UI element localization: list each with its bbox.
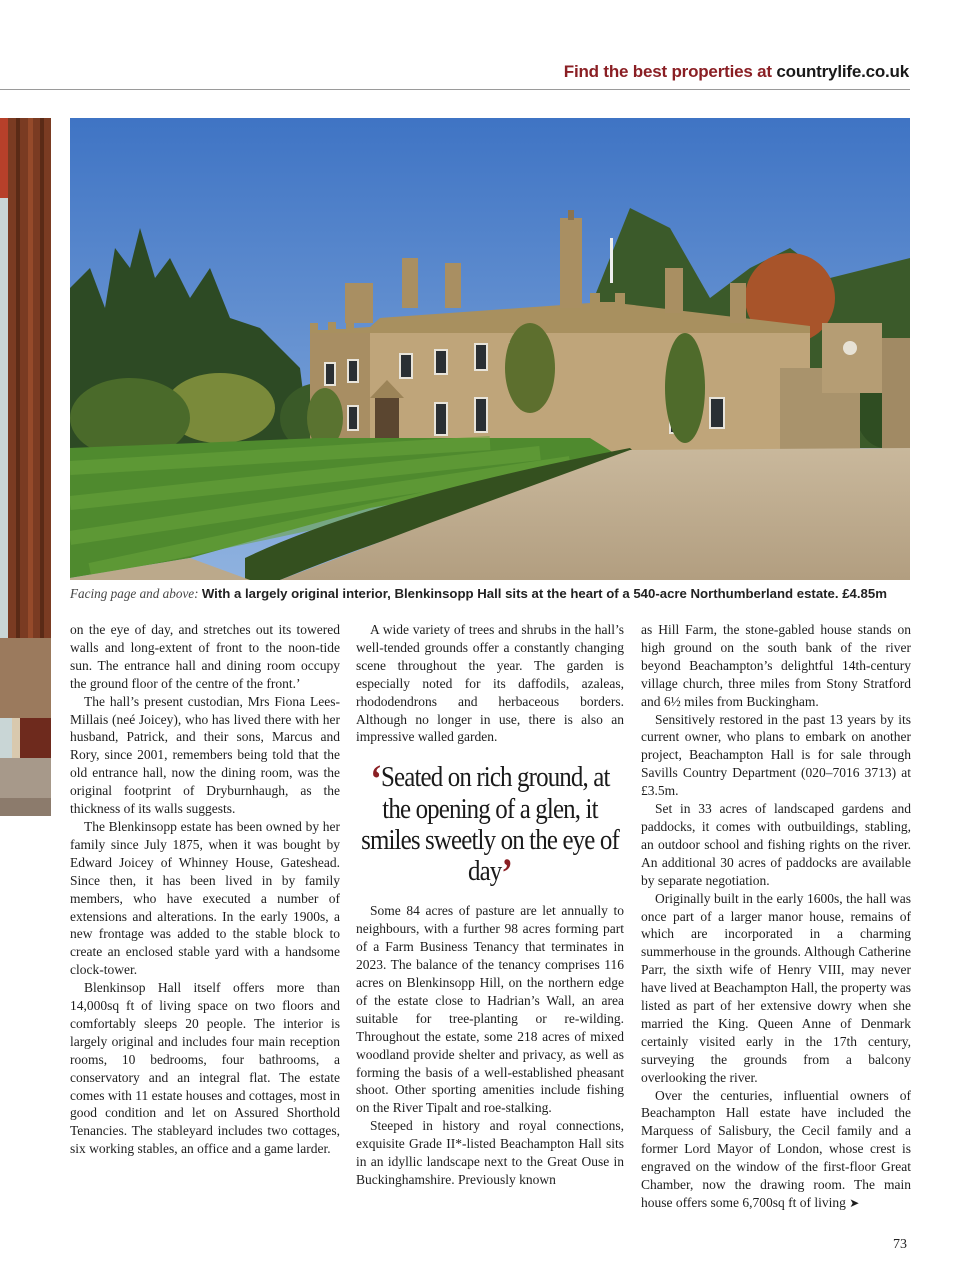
article-column-1 xyxy=(70,621,340,1158)
pull-quote-text: Seated on rich ground, at the opening of a glen, it smiles sweetly on the eye of day xyxy=(361,761,619,888)
open-quote-mark: ‘ xyxy=(370,756,382,802)
paragraph: on the eye of day, and stretches out its towered walls and long-extent of front to the noon-tide sun. The entrance hall and dining room occupy the ground floor of the centre of the front.’ xyxy=(70,622,340,691)
header-divider xyxy=(0,89,910,90)
paragraph-last xyxy=(641,1087,911,1213)
paragraph: The Blenkinsopp estate has been owned by her family since July 1875, when it was bought by Edward Joicey of Whinney House, Gateshead. Since then, it has been lived in by family members, who have executed a number of extensions and alterations. In the early 1900s, a new frontage was added to the stable block to create an enclosed stable yard with a handsome clock-tower. xyxy=(70,818,340,978)
paragraph: Set in 33 acres of landscaped gardens and paddocks, it comes with outbuildings, stabling, an outdoor school and fishing rights on the river. An additional 30 acres of paddocks are available by separate negotiation. xyxy=(641,801,911,888)
paragraph: Originally built in the early 1600s, the hall was once part of a larger manor house, remains of which are incorporated in a charming summerhouse in the grounds. Although Catherine Parr, the sixth wife of Henry VIII, may never have lived at Beachampton Hall, the property was listed as part of her extensive dowry when she married the King. Queen Anne of Denmark certainly visited early in the 17th century, surveying the grounds from a balcony overlooking the river. xyxy=(641,890,911,1085)
close-quote-mark: ’ xyxy=(501,850,513,896)
caption-text: With a largely original interior, Blenkinsopp Hall sits at the heart of a 540-acre Northumberland estate. £4.85m xyxy=(201,586,887,601)
site-header xyxy=(564,62,909,82)
paragraph: as Hill Farm, the stone-gabled house stands on high ground on the south bank of the river beyond Beachampton’s delightful 14th-century village church, three miles from Stony Stratford and 6½ miles from Buckingham. xyxy=(641,622,911,709)
header-lead: Find the best properties at xyxy=(563,62,772,81)
paragraph: The hall’s present custodian, Mrs Fiona Lees-Millais (neé Joicey), who has lived there with her husband, Patrick, and their sons, Marcus and Rory, since 2001, remembers being told that the old entrance hall, now the dining room, was the original footprint of Dryburnhaugh, as the thickness of its walls suggests. xyxy=(70,693,340,817)
article-column-3 xyxy=(641,621,911,1213)
continue-arrow-icon: ➤ xyxy=(849,1196,860,1210)
paragraph: Steeped in history and royal connections, exquisite Grade II*-listed Beachampton Hall sits in an idyllic landscape next to the Great Ouse in Buckinghamshire. Previously known xyxy=(356,1118,624,1187)
paragraph-text: Over the centuries, influential owners of Beachampton Hall estate have included the Marquess of Salisbury, the Cecil family and a former Lord Mayor of London, whose crest is engraved on the window of the first-floor Great Chamber, now the drawing room. The main house offers some 6,700sq ft of living xyxy=(641,1087,911,1210)
article-column-2 xyxy=(356,621,624,1189)
paragraph: Blenkinsop Hall itself offers more than 14,000sq ft of living space on two floors and comfortably sleeps 20 people. The interior is largely original and includes four main reception rooms, 10 bedrooms, four bathrooms, a conservatory and an integral flat. The estate comes with 11 estate houses and cottages, most in good condition and let on Assured Shorthold Tenancies. The stableyard includes two cottages, six working stables, an office and a game larder. xyxy=(70,980,340,1157)
page-number: 73 xyxy=(893,1237,907,1252)
paragraph: Some 84 acres of pasture are let annually to neighbours, with a further 98 acres forming part of a Farm Business Tenancy that terminates in 2023. The balance of the tenancy comprises 116 acres on Blenkinsopp Hill, on the northern edge of the estate close to Hadrian’s Wall, an area suitable for tree-planting or re-wilding. Throughout the estate, some 218 acres of mixed woodland provide shelter and privacy, as well as forming the basis of a well-established pheasant shoot. Other sporting amenities include fishing on the River Tipalt and roe-stalking. xyxy=(356,903,624,1116)
header-site-link[interactable]: countrylife.co.uk xyxy=(776,62,909,81)
paragraph: A wide variety of trees and shrubs in the hall’s well-tended grounds offer a constantly changing scene throughout the year. The garden is especially noted for its daffodils, azaleas, rhododendrons and herbaceous borders. Although no longer in use, there is also an impressive walled garden. xyxy=(356,622,624,745)
paragraph: Sensitively restored in the past 13 years by its current owner, who plans to embark on another project, Beachampton Hall is for sale through Savills Country Department (020–7016 3713) at £3.5m. xyxy=(641,711,911,799)
interior-photo xyxy=(0,118,51,816)
main-house-photo xyxy=(70,118,910,580)
pull-quote xyxy=(357,756,624,896)
caption-reference: Facing page and above: xyxy=(70,586,199,601)
photo-caption xyxy=(70,586,915,602)
